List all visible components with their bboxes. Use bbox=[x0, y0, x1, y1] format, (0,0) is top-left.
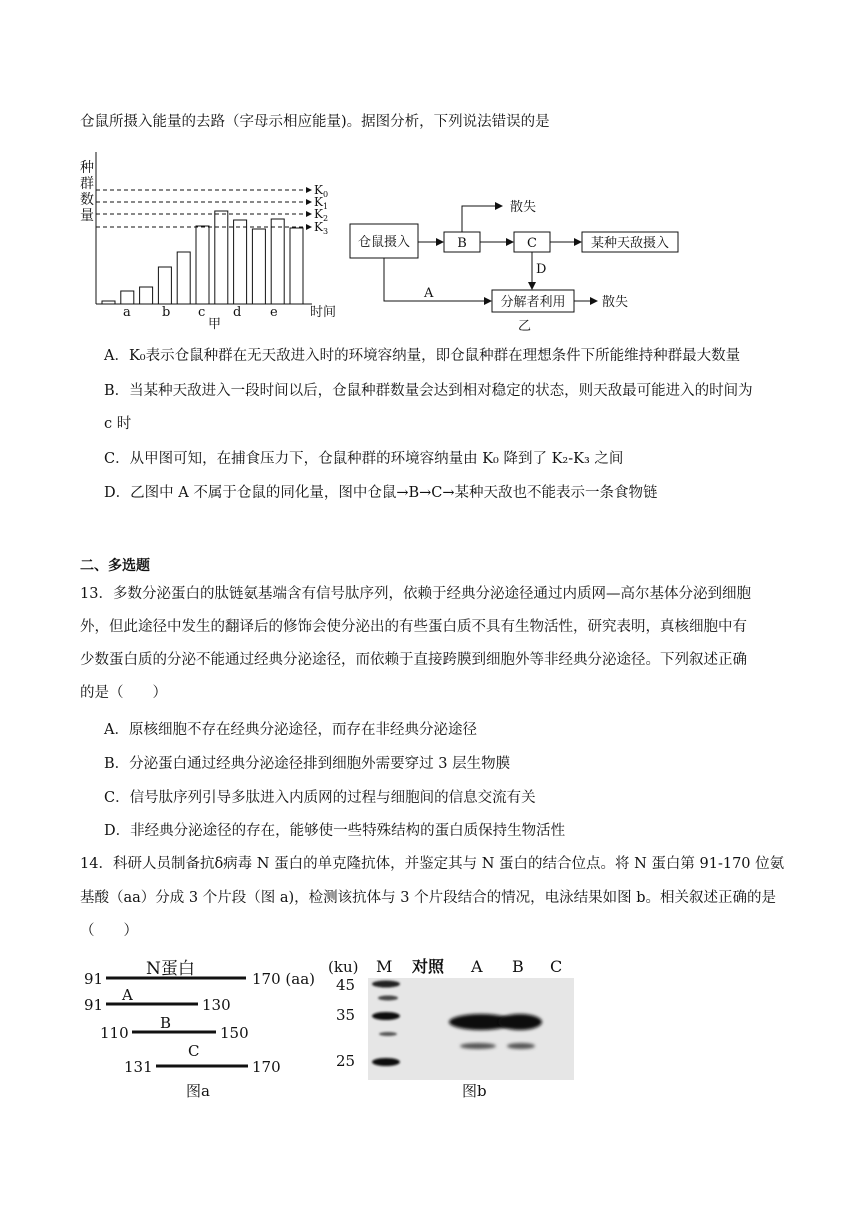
node-c-label: C bbox=[527, 236, 537, 251]
bar bbox=[102, 301, 115, 304]
marker-band-35 bbox=[372, 1012, 400, 1020]
y-label-char: 种 bbox=[80, 160, 94, 176]
node-source-label: 仓鼠摄入 bbox=[357, 235, 411, 250]
x-tick-c: c bbox=[198, 305, 206, 320]
q12-option-d: D．乙图中 A 不属于仓鼠的同化量，图中仓鼠→B→C→某种天敌也不能表示一条食物链 bbox=[104, 485, 658, 501]
x-tick-b: b bbox=[162, 305, 171, 320]
full-end-label: 170 (aa) bbox=[252, 970, 315, 988]
q13-stem-line: 少数蛋白质的分泌不能通过经典分泌途径，而依赖于直接跨膜到细胞外等非经典分泌途径。下列叙述正确 bbox=[80, 652, 747, 668]
bar bbox=[252, 229, 265, 304]
frag-a-label: A bbox=[122, 986, 133, 1004]
y-label-char: 群 bbox=[80, 176, 94, 192]
lane-b-main-band bbox=[498, 1014, 542, 1030]
figure-yi-caption: 乙 bbox=[518, 319, 532, 334]
y-label-char: 量 bbox=[80, 208, 94, 224]
frag-c-end: 170 bbox=[252, 1058, 281, 1076]
node-decomposer-label: 分解者利用 bbox=[500, 295, 566, 310]
bar bbox=[140, 287, 153, 304]
bar bbox=[290, 228, 303, 304]
question-stem-tail: 仓鼠所摄入能量的去路（字母示相应能量)。据图分析，下列说法错误的是 bbox=[80, 114, 550, 130]
marker-25: 25 bbox=[336, 1052, 356, 1070]
bar bbox=[121, 291, 134, 304]
marker-band-45 bbox=[372, 981, 400, 988]
frag-c-start: 131 bbox=[124, 1058, 153, 1076]
figure-b-caption: 图b bbox=[462, 1082, 487, 1100]
figure-b-gel bbox=[328, 950, 588, 1100]
lane-c: C bbox=[550, 957, 563, 976]
loss-top-label: 散失 bbox=[510, 200, 537, 215]
frag-b-end: 150 bbox=[220, 1024, 249, 1042]
x-tick-e: e bbox=[270, 305, 278, 320]
q14-stem-line: 14．科研人员制备抗δ病毒 N 蛋白的单克隆抗体，并鉴定其与 N 蛋白的结合位点。将 N 蛋白第 91-170 位氨 bbox=[80, 856, 785, 872]
q13-stem-line: 13．多数分泌蛋白的肽链氨基端含有信号肽序列，依赖于经典分泌途径通过内质网—高尔基体分泌到细胞 bbox=[80, 586, 751, 602]
x-tick-labels bbox=[123, 305, 278, 320]
unit-label: (ku) bbox=[328, 958, 359, 976]
lane-m: M bbox=[376, 957, 393, 976]
y-label-char: 数 bbox=[80, 192, 94, 208]
full-start-label: 91 bbox=[84, 970, 104, 988]
k-arrowhead bbox=[306, 187, 312, 193]
q14-stem-line: （ ） bbox=[80, 923, 138, 939]
label-a: A bbox=[424, 286, 434, 301]
bar bbox=[215, 211, 228, 304]
figure-jia-caption: 甲 bbox=[208, 317, 222, 332]
figure-a-caption: 图a bbox=[186, 1082, 210, 1100]
k-arrowhead bbox=[306, 199, 312, 205]
bar bbox=[234, 220, 247, 304]
frag-a-end: 130 bbox=[202, 996, 231, 1014]
lane-b: B bbox=[512, 957, 524, 976]
x-axis-label: 时间 bbox=[310, 305, 337, 320]
marker-band-40 bbox=[378, 996, 398, 1001]
x-tick-a: a bbox=[123, 305, 131, 320]
k-arrowhead bbox=[306, 224, 312, 230]
k-label: $K_2$ bbox=[314, 207, 329, 223]
marker-band-30 bbox=[379, 1032, 397, 1036]
q13-option-d: D．非经典分泌途径的存在，能够使一些特殊结构的蛋白质保持生物活性 bbox=[104, 823, 566, 839]
lane-a: A bbox=[471, 957, 483, 976]
q12-option-b-cont: c 时 bbox=[104, 416, 132, 432]
y-axis-label bbox=[80, 160, 94, 224]
frag-c-label: C bbox=[188, 1042, 200, 1060]
frag-a-start: 91 bbox=[84, 996, 104, 1014]
lane-a-faint-band bbox=[460, 1043, 496, 1049]
n-protein-title: N蛋白 bbox=[146, 959, 195, 979]
label-d: D bbox=[536, 262, 547, 277]
q12-option-b: B．当某种天敌进入一段时间以后，仓鼠种群数量会达到相对稳定的状态，则天敌最可能进入的时间为 bbox=[104, 383, 753, 399]
frag-b-label: B bbox=[160, 1014, 172, 1032]
q13-stem-line: 外，但此途径中发生的翻译后的修饰会使分泌出的有些蛋白质不具有生物活性，研究表明，真核细胞中有 bbox=[80, 619, 747, 635]
x-tick-d: d bbox=[233, 305, 242, 320]
q12-option-c: C．从甲图可知，在捕食压力下，仓鼠种群的环境容纳量由 K₀ 降到了 K₂-K₃ 之间 bbox=[104, 451, 624, 467]
loss-bottom-label: 散失 bbox=[602, 295, 629, 310]
k-label: $K_3$ bbox=[314, 220, 329, 236]
k-label: $K_0$ bbox=[314, 183, 329, 199]
q13-option-b: B．分泌蛋白通过经典分泌途径排到细胞外需要穿过 3 层生物膜 bbox=[104, 756, 511, 772]
section-title: 二、多选题 bbox=[80, 558, 150, 574]
figure-a-fragments bbox=[82, 950, 332, 1100]
figure-yi-diagram bbox=[346, 190, 696, 340]
bar bbox=[271, 219, 284, 304]
marker-band-25 bbox=[372, 1058, 400, 1066]
bar bbox=[177, 252, 190, 304]
marker-45: 45 bbox=[336, 976, 356, 994]
marker-35: 35 bbox=[336, 1006, 356, 1024]
node-predator-label: 某种天敌摄入 bbox=[590, 236, 670, 251]
lane-control: 对照 bbox=[412, 957, 445, 976]
bar bbox=[196, 226, 209, 304]
k-label: $K_1$ bbox=[314, 195, 329, 211]
q14-stem-line: 基酸（aa）分成 3 个片段（图 a)，检测该抗体与 3 个片段结合的情况，电泳结果如图 b。相关叙述正确的是 bbox=[80, 890, 776, 906]
figure-jia-chart bbox=[74, 150, 337, 332]
q12-option-a: A．K₀表示仓鼠种群在无天敌进入时的环境容纳量，即仓鼠种群在理想条件下所能维持种群最大数量 bbox=[104, 348, 741, 364]
lane-b-faint-band bbox=[507, 1043, 535, 1049]
bars bbox=[102, 211, 303, 304]
frag-b-start: 110 bbox=[100, 1024, 129, 1042]
q13-option-a: A．原核细胞不存在经典分泌途径，而存在非经典分泌途径 bbox=[104, 722, 477, 738]
arrow-source-to-decomposer bbox=[384, 258, 491, 301]
bar bbox=[158, 267, 171, 304]
node-b-label: B bbox=[457, 236, 467, 251]
q13-option-c: C．信号肽序列引导多肽进入内质网的过程与细胞间的信息交流有关 bbox=[104, 790, 536, 806]
k-arrowhead bbox=[306, 211, 312, 217]
arrow-b-to-loss bbox=[462, 206, 502, 232]
q13-stem-line: 的是（ ） bbox=[80, 685, 167, 701]
